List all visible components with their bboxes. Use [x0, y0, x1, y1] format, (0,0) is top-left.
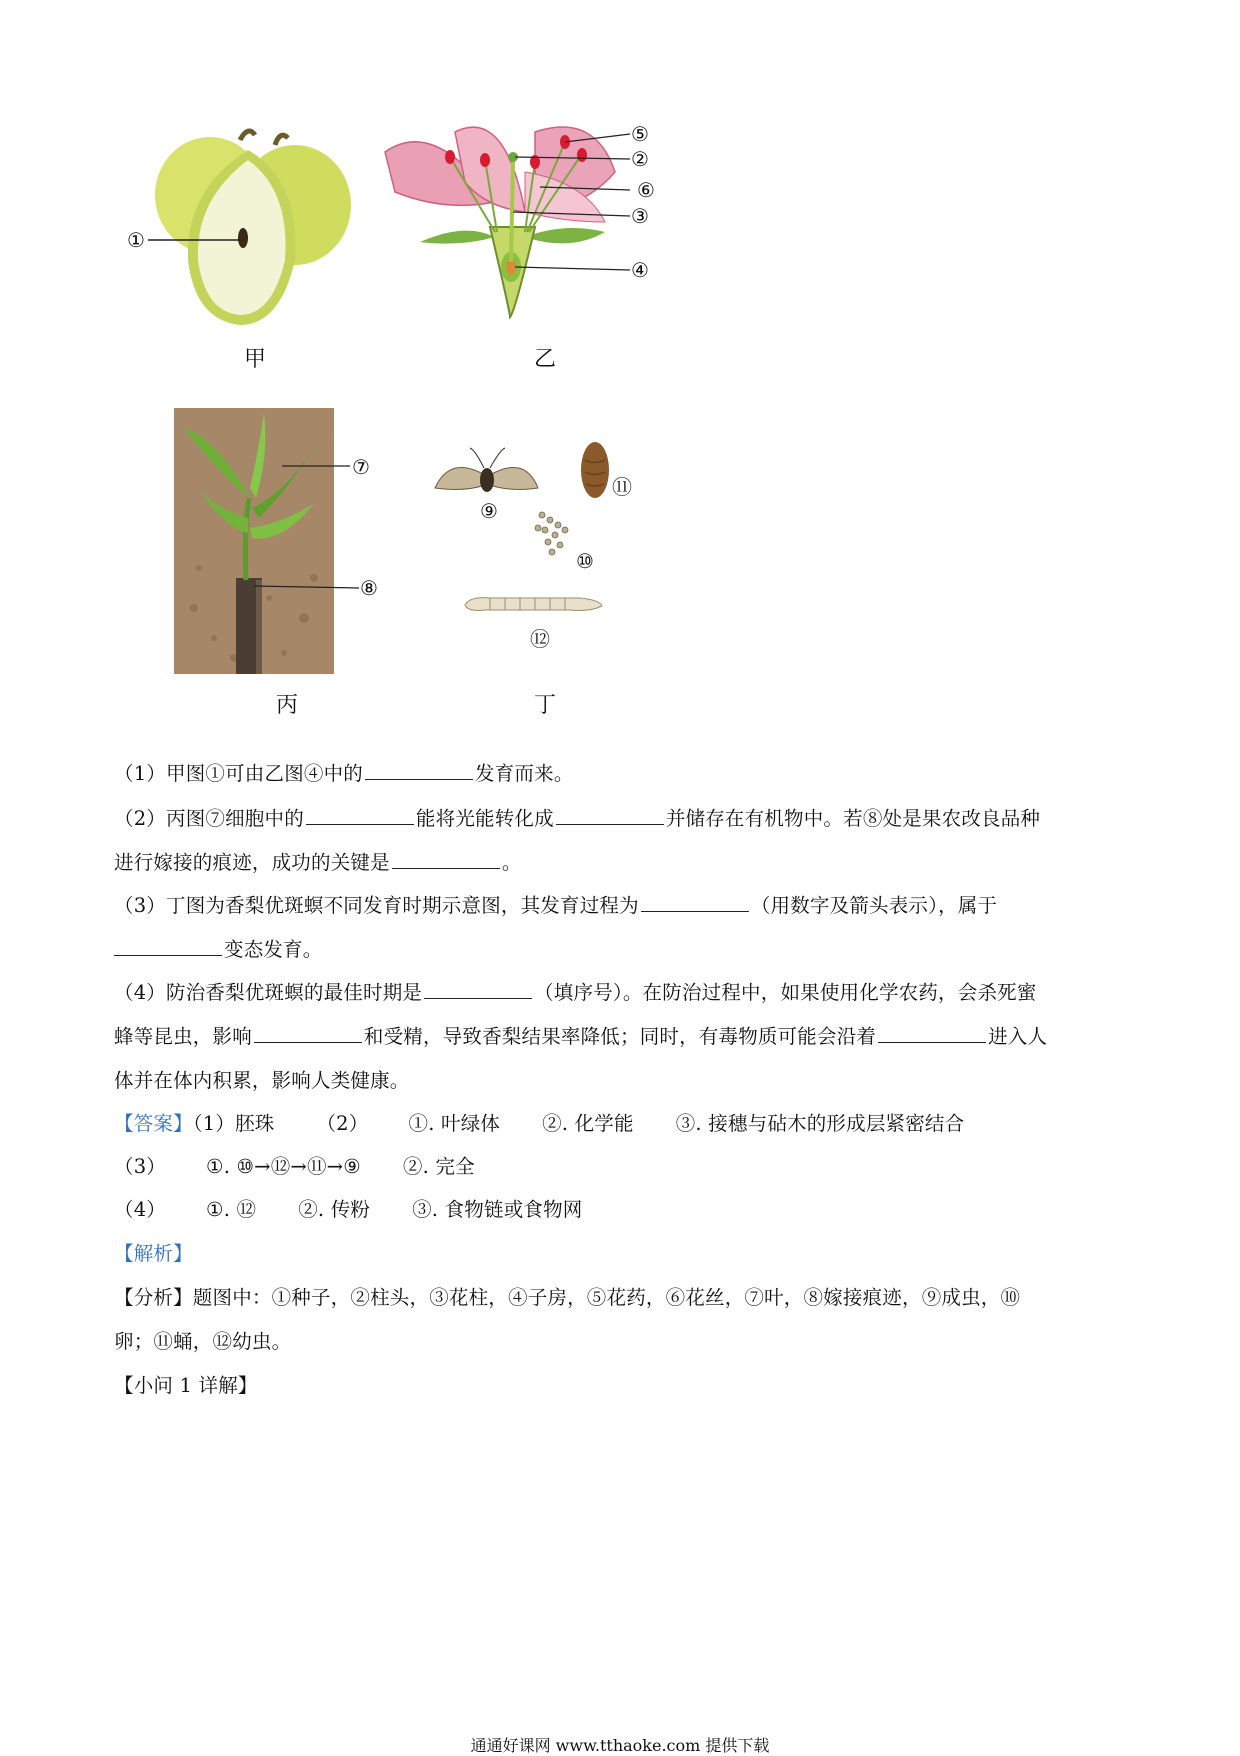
larva [465, 598, 602, 611]
answer-blank [114, 940, 222, 956]
analysis-tag: 【解析】 [114, 1242, 193, 1265]
answer-row-2: （3） ①. ⑩→⑫→⑪→⑨ ②. 完全 [114, 1155, 475, 1178]
answer-row-1: 【答案】（1）胚珠 （2） ①. 叶绿体 ②. 化学能 ③. 接穗与砧木的形成层紧密结合 [114, 1112, 965, 1135]
analysis-line-2: 卵；⑪蛹，⑫幼虫。 [114, 1330, 292, 1353]
question-4-line2: 蜂等昆虫，影响 和受精，导致香梨结果率降低；同时，有毒物质可能会沿着 进入人 [114, 1025, 1048, 1048]
analysis-line-1: 【分析】题图中：①种子，②柱头，③花柱，④子房，⑤花药，⑥花丝，⑦叶，⑧嫁接痕迹，⑨成虫，⑩ [114, 1286, 1021, 1309]
label-9: ⑨ [480, 499, 498, 523]
label-6: ⑥ [637, 178, 655, 202]
label-10: ⑩ [576, 549, 594, 573]
question-4-line3: 体并在体内积累，影响人类健康。 [114, 1069, 410, 1092]
label-2: ② [631, 147, 649, 171]
label-8: ⑧ [360, 576, 378, 600]
pupa [581, 442, 609, 498]
caption-ding: 丁 [534, 693, 557, 718]
figure-ding-moth [430, 430, 650, 630]
eggs [535, 512, 568, 555]
caption-yi: 乙 [534, 347, 557, 372]
answer-tag: 【答案】 [114, 1112, 193, 1135]
label-12: ⑫ [530, 627, 550, 651]
question-1: （1）甲图①可由乙图④中的 发育而来。 [114, 762, 574, 785]
answer-blank [424, 983, 532, 999]
answer-blank [254, 1027, 362, 1043]
question-4-line1: （4）防治香梨优斑螟的最佳时期是 （填序号）。在防治过程中，如果使用化学农药，会杀死蜜 [114, 981, 1037, 1004]
answer-row-3: （4） ①. ⑫ ②. 传粉 ③. 食物链或食物网 [114, 1198, 583, 1221]
label-11: ⑪ [612, 475, 632, 499]
label-3: ③ [631, 204, 649, 228]
caption-bing: 丙 [276, 693, 299, 718]
label-1: ① [127, 228, 145, 252]
caption-jia: 甲 [244, 347, 267, 372]
answer-blank [392, 853, 500, 869]
sub-question-1-heading: 【小问 1 详解】 [114, 1374, 258, 1397]
answer-blank [365, 764, 473, 780]
answer-blank [641, 896, 749, 912]
answer-blank [878, 1027, 986, 1043]
question-2-line1: （2）丙图⑦细胞中的 能将光能转化成 并储存在有机物中。若⑧处是果农改良品种 [114, 807, 1041, 830]
answer-blank [306, 809, 414, 825]
question-2-line2: 进行嫁接的痕迹，成功的关键是 。 [114, 851, 522, 874]
label-4: ④ [631, 258, 649, 282]
answer-blank [556, 809, 664, 825]
footer: 通通好课网 www.tthaoke.com 提供下载 [470, 1736, 770, 1755]
flower-leader-lines [375, 112, 675, 322]
question-3-line1: （3）丁图为香梨优斑螟不同发育时期示意图，其发育过程为 （用数字及箭头表示），属于 [114, 894, 998, 917]
label-5: ⑤ [631, 122, 649, 146]
figure-jia-pears [130, 120, 390, 330]
graft-leader-lines [174, 408, 374, 674]
moth-adult [435, 448, 538, 492]
question-3-line2: 变态发育。 [114, 940, 323, 960]
label-7: ⑦ [352, 455, 370, 479]
